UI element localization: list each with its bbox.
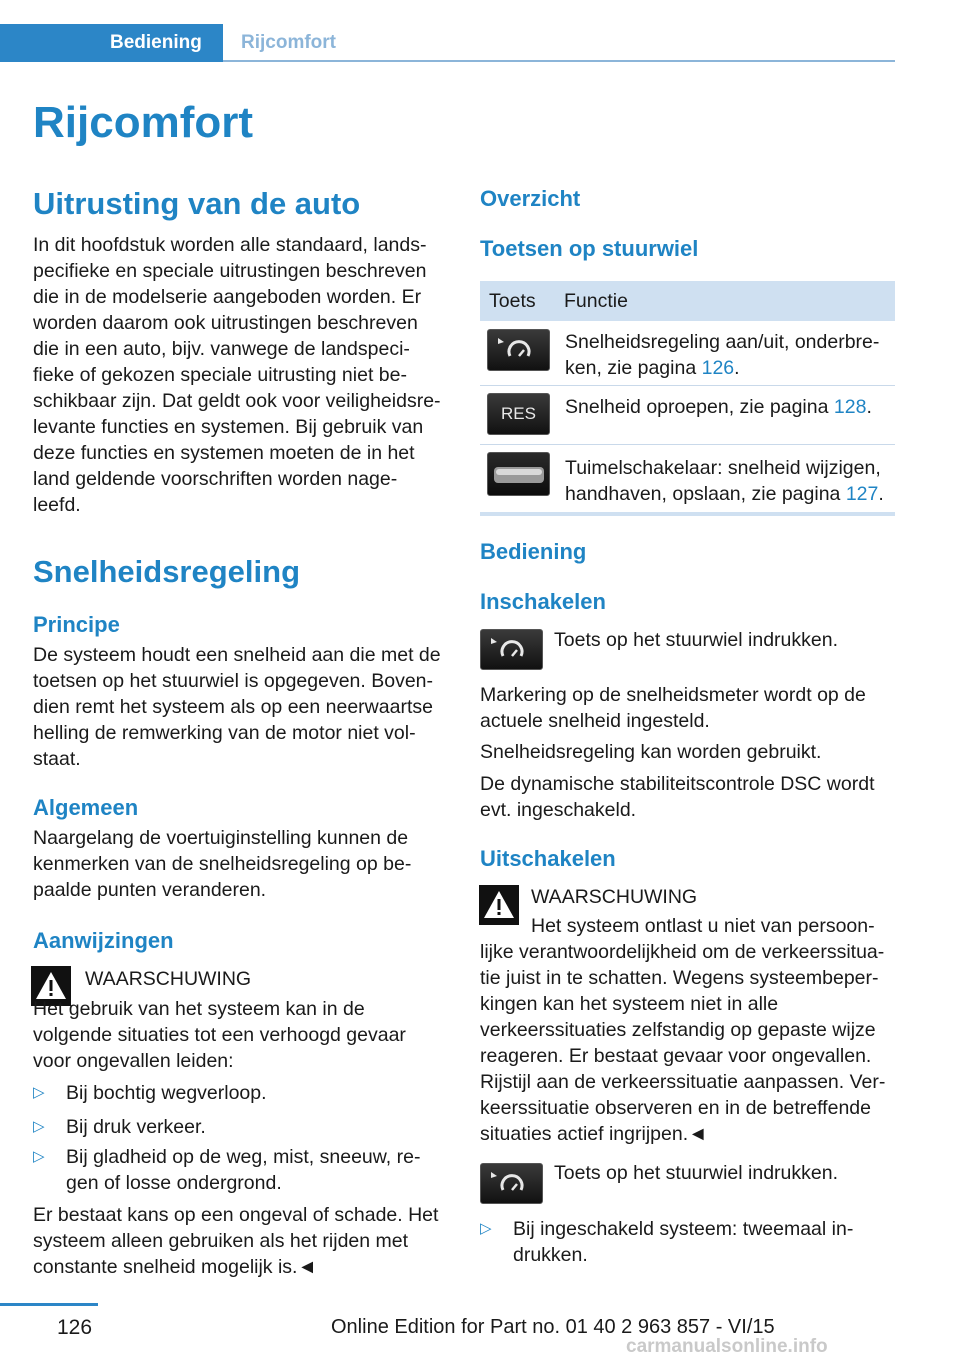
page-link[interactable]: 127 xyxy=(845,483,879,505)
inschakelen-body-2: Snelheidsregeling kan worden gebruikt. xyxy=(480,741,822,763)
text-line: Naargelang de voertuiginstelling kunnen de xyxy=(33,827,409,849)
uitrusting-body xyxy=(33,232,441,518)
heading-overzicht: Overzicht xyxy=(480,186,581,211)
footer-rule xyxy=(0,1303,98,1306)
tab-bediening xyxy=(0,24,223,62)
text-line: Er bestaat kans op een ongeval of schade. Het xyxy=(33,1204,439,1226)
row-divider xyxy=(480,444,895,445)
text-line: In dit hoofdstuk worden alle standaard, lands‐ xyxy=(33,234,427,256)
text-line: deze functies en systemen moeten de in het xyxy=(33,442,415,464)
bullet-arrow-icon: ▷ xyxy=(33,1148,45,1165)
inschakelen-body-3: De dynamische stabiliteitscontrole DSC wordt evt. ingeschakeld. xyxy=(480,773,875,821)
heading-toetsen: Toetsen op stuurwiel xyxy=(480,236,699,261)
heading-principe: Principe xyxy=(33,612,120,637)
warning-label: WAARSCHUWING xyxy=(531,886,698,908)
text-line: helling de remwerking van de motor niet vol‐ xyxy=(33,722,416,744)
heading-uitschakelen: Uitschakelen xyxy=(480,846,616,871)
text-line: reageren. Er bestaat gevaar voor ongevallen. xyxy=(480,1045,872,1067)
cruise-control-button-icon xyxy=(480,1163,543,1204)
warning-body xyxy=(33,996,406,1074)
text-line: land geldende voorschriften worden nage‐ xyxy=(33,468,398,490)
text-line: toetsen op het stuurwiel is opgegeven. Boven‐ xyxy=(33,670,434,692)
table-header-toets: Toets xyxy=(489,290,536,312)
list-item: ▷ Bij bochtig wegverloop. xyxy=(33,1082,267,1104)
text-line: fieke of gekozen speciale uitrusting niet be‐ xyxy=(33,364,407,386)
heading-aanwijzingen: Aanwijzingen xyxy=(33,928,174,953)
rocker-switch-icon xyxy=(487,452,550,496)
text-line: Het gebruik van het systeem kan in de xyxy=(33,998,365,1020)
section-title-uitrusting: Uitrusting van de auto xyxy=(33,186,361,221)
watermark: carmanualsonline.info xyxy=(626,1336,828,1357)
row-divider xyxy=(480,385,895,386)
text-line: De systeem houdt een snelheid aan die met de xyxy=(33,644,441,666)
tab-rijcomfort xyxy=(223,24,895,62)
text-line: levante functies en systemen. Bij gebruik van xyxy=(33,416,424,438)
text-line: kingen kan het systeem niet in alle xyxy=(480,993,779,1015)
page-title: Rijcomfort xyxy=(33,98,253,147)
edition-text: Online Edition for Part no. 01 40 2 963 857 - VI/15 xyxy=(331,1316,775,1338)
algemeen-body xyxy=(33,825,411,903)
text-line: worden daarom ook uitrustingen beschreven xyxy=(33,312,418,334)
bullet-arrow-icon: ▷ xyxy=(480,1220,492,1237)
text-line: voor ongevallen leiden: xyxy=(33,1050,234,1072)
bullet-arrow-icon: ▷ xyxy=(33,1118,45,1135)
list-item: ▷ Bij ingeschakeld systeem: tweemaal in‐ drukken. xyxy=(480,1218,854,1266)
heading-bediening: Bediening xyxy=(480,539,587,564)
text-line: keerssituatie observeren en in de betreffende xyxy=(480,1097,871,1119)
text-line: systeem alleen gebruiken als het rijden met xyxy=(33,1230,409,1252)
cruise-control-button-icon xyxy=(480,629,543,670)
text-line: verkeerssituaties zelfstandig op gepaste wijze xyxy=(480,1019,876,1041)
bullet-arrow-icon: ▷ xyxy=(33,1084,45,1101)
tab-bediening-label: Bediening xyxy=(110,32,202,53)
inschakelen-instruction: Toets op het stuurwiel indrukken. xyxy=(554,629,838,651)
page-link[interactable]: 128 xyxy=(833,396,867,418)
uitschakelen-instruction: Toets op het stuurwiel indrukken. xyxy=(554,1162,838,1184)
section-title-snelheidsregeling: Snelheidsregeling xyxy=(33,554,301,589)
text-line: tie juist in te schatten. Wegens systeembeper‐ xyxy=(480,967,879,989)
closing-body xyxy=(33,1202,438,1280)
list-item: ▷ Bij druk verkeer. xyxy=(33,1116,206,1138)
tab-rijcomfort-label: Rijcomfort xyxy=(241,32,336,53)
heading-algemeen: Algemeen xyxy=(33,795,139,820)
page-link[interactable]: 126 xyxy=(701,357,735,379)
res-button-icon: RES xyxy=(487,393,550,435)
text-line: staat. xyxy=(33,748,81,770)
text-line: pecifieke en speciale uitrustingen beschreven xyxy=(33,260,427,282)
list-item: ▷ Bij gladheid op de weg, mist, sneeuw, re‐ gen of losse ondergrond. xyxy=(33,1146,421,1194)
table-bottom-rule xyxy=(480,512,895,516)
warning-body xyxy=(480,939,885,1147)
text-line: Rijstijl aan de verkeerssituatie aanpassen. Ver‐ xyxy=(480,1071,886,1093)
table-row: Snelheid oproepen, zie pagina 128. xyxy=(565,396,872,418)
table-header xyxy=(480,281,895,321)
text-line: die in een auto, bijv. vanwege de landspeci‐ xyxy=(33,338,410,360)
text-line: situaties actief ingrijpen.◄ xyxy=(480,1123,708,1145)
warning-icon xyxy=(479,885,519,925)
table-row: Tuimelschakelaar: snelheid wijzigen, handhaven, opslaan, zie pagina 127. xyxy=(565,457,884,505)
text-line: constante snelheid mogelijk is.◄ xyxy=(33,1256,317,1278)
heading-inschakelen: Inschakelen xyxy=(480,589,606,614)
text-line: lijke verantwoordelijkheid om de verkeerssitua‐ xyxy=(480,941,885,963)
warning-first-line: Het systeem ontlast u niet van persoon‐ xyxy=(531,915,875,937)
header-rule xyxy=(223,60,895,62)
text-line: leefd. xyxy=(33,494,81,516)
table-row: Snelheidsregeling aan/uit, onderbre‐ ken, zie pagina 126. xyxy=(565,331,880,379)
text-line: paalde punten veranderen. xyxy=(33,879,267,901)
warning-label: WAARSCHUWING xyxy=(85,968,252,990)
text-line: die in de modelserie aangeboden worden. Er xyxy=(33,286,422,308)
text-line: schikbaar zijn. Dat geldt ook voor veiligheidsre‐ xyxy=(33,390,441,412)
page-number: 126 xyxy=(57,1316,93,1339)
principe-body xyxy=(33,642,441,772)
inschakelen-body-1: Markering op de snelheidsmeter wordt op de actuele snelheid ingesteld. xyxy=(480,684,866,732)
table-header-functie: Functie xyxy=(564,290,628,312)
cruise-control-button-icon xyxy=(487,329,550,371)
text-line: volgende situaties tot een verhoogd gevaar xyxy=(33,1024,406,1046)
text-line: dien remt het systeem als op een neerwaartse xyxy=(33,696,433,718)
text-line: kenmerken van de snelheidsregeling op be‐ xyxy=(33,853,412,875)
